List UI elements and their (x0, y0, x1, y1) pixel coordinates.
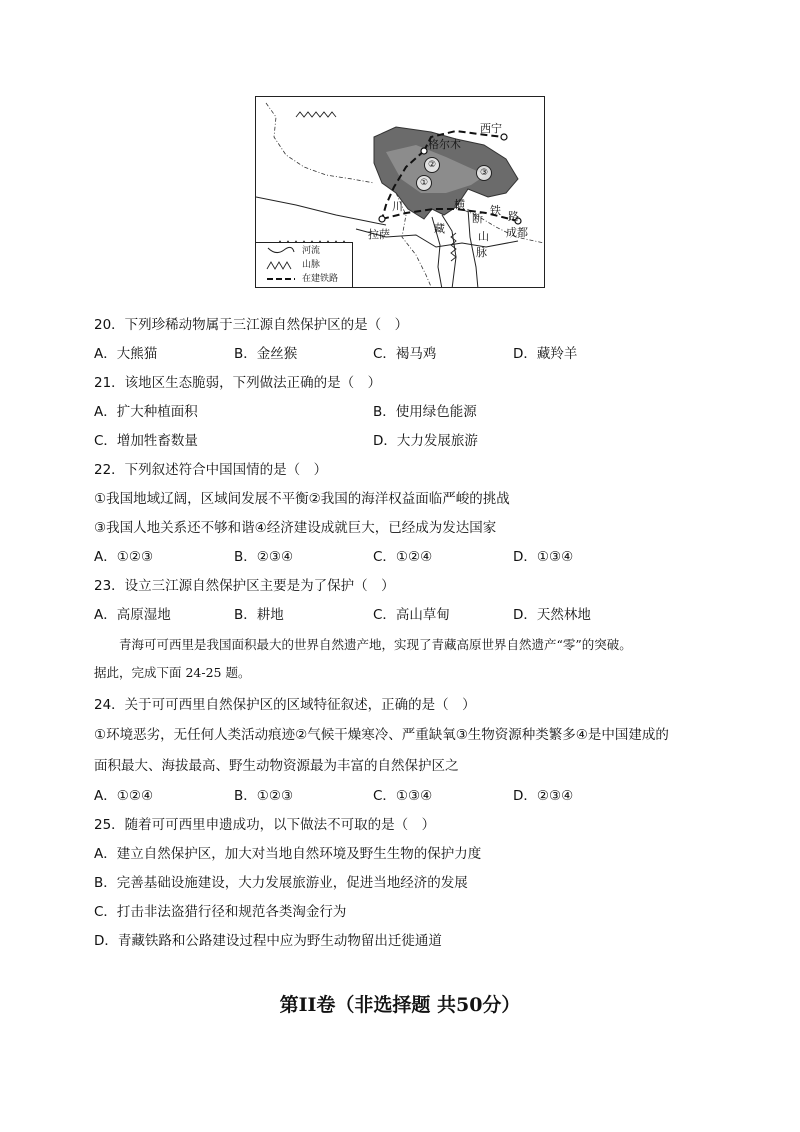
mountain-range (451, 233, 456, 261)
q24-statement-line-2: 面积最大、海拔最高、野生动物资源最为丰富的自然保护区之 (94, 758, 459, 774)
question-25-stem: 25．随着可可西里申遗成功，以下做法不可取的是（ ） (94, 817, 436, 833)
label-lu: 路 (508, 210, 519, 223)
city-marker-golmud (421, 148, 427, 154)
label-xining: 西宁 (480, 122, 502, 135)
passage-line-1: 青海可可西里是我国面积最大的世界自然遗产地，实现了青藏高原世界自然遗产“零”的突破。 (119, 637, 632, 652)
q24-option-c: C．①③④ (373, 788, 433, 804)
label-golmud: 格尔木 (428, 138, 461, 151)
question-20-stem: 20．下列珍稀动物属于三江源自然保护区的是（ ） (94, 317, 409, 333)
q23-option-c: C．高山草甸 (373, 607, 450, 623)
passage-line-2: 据此，完成下面 24-25 题。 (94, 665, 251, 680)
q24-option-d: D．②③④ (513, 788, 574, 804)
river (256, 197, 386, 225)
section-title: 第II卷（非选择题 共50分） (279, 994, 521, 1016)
question-22-stem: 22．下列叙述符合中国国情的是（ ） (94, 462, 328, 478)
q21-option-c: C．增加牲畜数量 (94, 433, 198, 449)
q25-option-b: B．完善基础设施建设，大力发展旅游业，促进当地经济的发展 (94, 875, 468, 891)
question-21-stem: 21．该地区生态脆弱，下列做法正确的是（ ） (94, 375, 382, 391)
label-chengdu: 成都 (506, 226, 528, 239)
q23-option-b: B．耕地 (234, 607, 284, 623)
marker-2: ② (424, 157, 440, 173)
q25-option-d: D．青藏铁路和公路建设过程中应为野生动物留出迁徙通道 (94, 933, 442, 949)
q20-option-a: A．大熊猫 (94, 346, 158, 362)
q24-option-b: B．①②③ (234, 788, 294, 804)
q20-option-d: D．藏羚羊 (513, 346, 578, 362)
q22-option-c: C．①②④ (373, 549, 433, 565)
q21-option-a: A．扩大种植面积 (94, 404, 198, 420)
marker-3: ③ (476, 165, 492, 181)
q25-option-a: A．建立自然保护区，加大对当地自然环境及野生生物的保护力度 (94, 846, 482, 862)
q22-option-b: B．②③④ (234, 549, 294, 565)
q21-option-b: B．使用绿色能源 (373, 404, 477, 420)
label-zang: 藏 (434, 222, 445, 235)
q24-option-a: A．①②④ (94, 788, 154, 804)
q22-option-a: A．①②③ (94, 549, 154, 565)
map-legend: 河流 山脉 在建铁路 (256, 242, 353, 288)
question-24-stem: 24．关于可可西里自然保护区的区域特征叙述，正确的是（ ） (94, 697, 476, 713)
q23-option-d: D．天然林地 (513, 607, 591, 623)
mountain-range (296, 112, 336, 117)
q22-option-d: D．①③④ (513, 549, 574, 565)
q25-option-c: C．打击非法盗猎行径和规范各类淘金行为 (94, 904, 347, 920)
label-tie: 铁 (490, 204, 501, 217)
city-marker-lhasa (379, 216, 385, 222)
label-chuan: 川 (392, 200, 403, 213)
river-symbol-icon (266, 246, 296, 256)
q24-statement-line-1: ①环境恶劣，无任何人类活动痕迹②气候干燥寒冷、严重缺氧③生物资源种类繁多④是中国建成的 (94, 727, 669, 743)
q22-statement-line-2: ③我国人地关系还不够和谐④经济建设成就巨大，已经成为发达国家 (94, 520, 497, 536)
marker-1: ① (416, 175, 432, 191)
railway-symbol-icon (266, 274, 296, 284)
q21-option-d: D．大力发展旅游 (373, 433, 478, 449)
label-shan: 山 (478, 230, 489, 243)
q23-option-a: A．高原湿地 (94, 607, 171, 623)
q20-option-b: B．金丝猴 (234, 346, 298, 362)
q22-statement-line-1: ①我国地域辽阔，区域间发展不平衡②我国的海洋权益面临严峻的挑战 (94, 491, 510, 507)
mountain-symbol-icon (266, 260, 296, 270)
map-figure (255, 96, 545, 288)
boundary-line (266, 103, 374, 183)
question-23-stem: 23．设立三江源自然保护区主要是为了保护（ ） (94, 578, 395, 594)
label-heng: 横 (454, 198, 465, 211)
label-lhasa: 拉萨 (368, 228, 390, 241)
label-duan: 断 (472, 212, 483, 225)
q20-option-c: C．褐马鸡 (373, 346, 437, 362)
label-mai: 脉 (476, 246, 487, 259)
